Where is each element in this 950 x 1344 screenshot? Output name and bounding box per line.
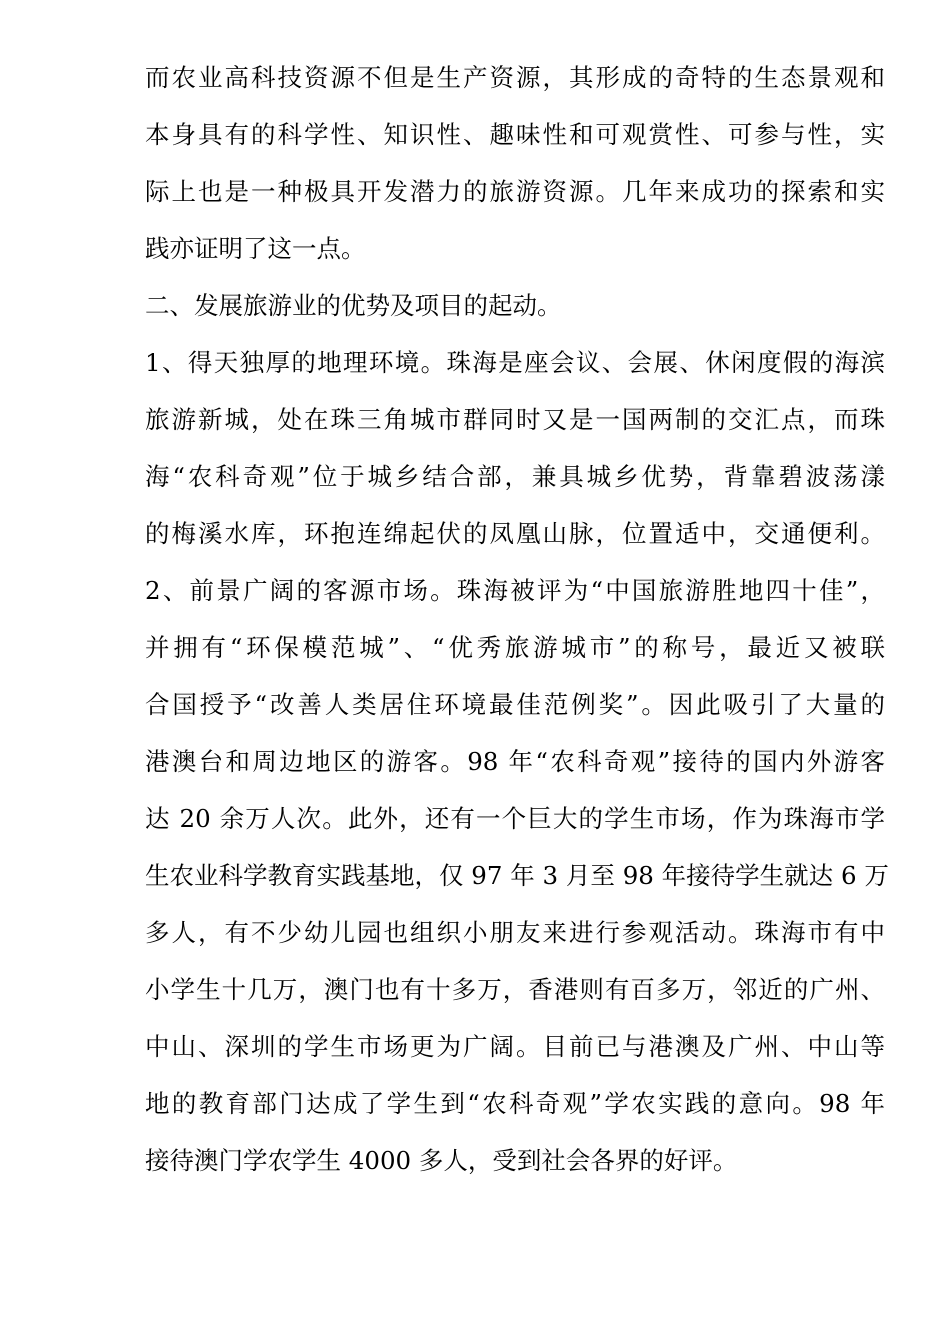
text-line-4: 践亦证明了这一点。 [145, 234, 366, 263]
text-line-17: 小学生十几万，澳门也有十多万，香港则有百多万，邻近的广州、 [145, 975, 885, 1004]
text-line-9: 的梅溪水库，环抱连绵起伏的凤凰山脉，位置适中，交通便利。 [145, 519, 885, 548]
text-line-7: 旅游新城，处在珠三角城市群同时又是一国两制的交汇点，而珠 [145, 405, 885, 434]
text-line-18: 中山、深圳的学生市场更为广阔。目前已与港澳及广州、中山等 [145, 1032, 885, 1061]
text-line-12: 合国授予“改善人类居住环境最佳范例奖”。因此吸引了大量的 [145, 690, 885, 719]
text-line-6: 1、得天独厚的地理环境。珠海是座会议、会展、休闲度假的海滨 [145, 348, 885, 377]
text-line-8: 海“农科奇观”位于城乡结合部，兼具城乡优势，背靠碧波荡漾 [145, 462, 885, 491]
text-line-19: 地的教育部门达成了学生到“农科奇观”学农实践的意向。98 年 [145, 1089, 885, 1118]
text-line-14: 达 20 余万人次。此外，还有一个巨大的学生市场，作为珠海市学 [145, 804, 885, 833]
text-line-10: 2、前景广阔的客源市场。珠海被评为“中国旅游胜地四十佳”， [145, 576, 885, 605]
text-line-2: 本身具有的科学性、知识性、趣味性和可观赏性、可参与性，实 [145, 120, 885, 149]
text-line-20: 接待澳门学农学生 4000 多人，受到社会各界的好评。 [145, 1146, 738, 1175]
text-line-1: 而农业高科技资源不但是生产资源，其形成的奇特的生态景观和 [145, 63, 885, 92]
section-heading: 二、发展旅游业的优势及项目的起动。 [145, 291, 562, 320]
text-line-3: 际上也是一种极具开发潜力的旅游资源。几年来成功的探索和实 [145, 177, 885, 206]
text-line-11: 并拥有“环保模范城”、“优秀旅游城市”的称号，最近又被联 [145, 633, 885, 662]
text-line-16: 多人，有不少幼儿园也组织小朋友来进行参观活动。珠海市有中 [145, 918, 885, 947]
text-line-15: 生农业科学教育实践基地，仅 97 年 3 月至 98 年接待学生就达 6 万 [145, 861, 889, 890]
text-line-13: 港澳台和周边地区的游客。98 年“农科奇观”接待的国内外游客 [145, 747, 885, 776]
